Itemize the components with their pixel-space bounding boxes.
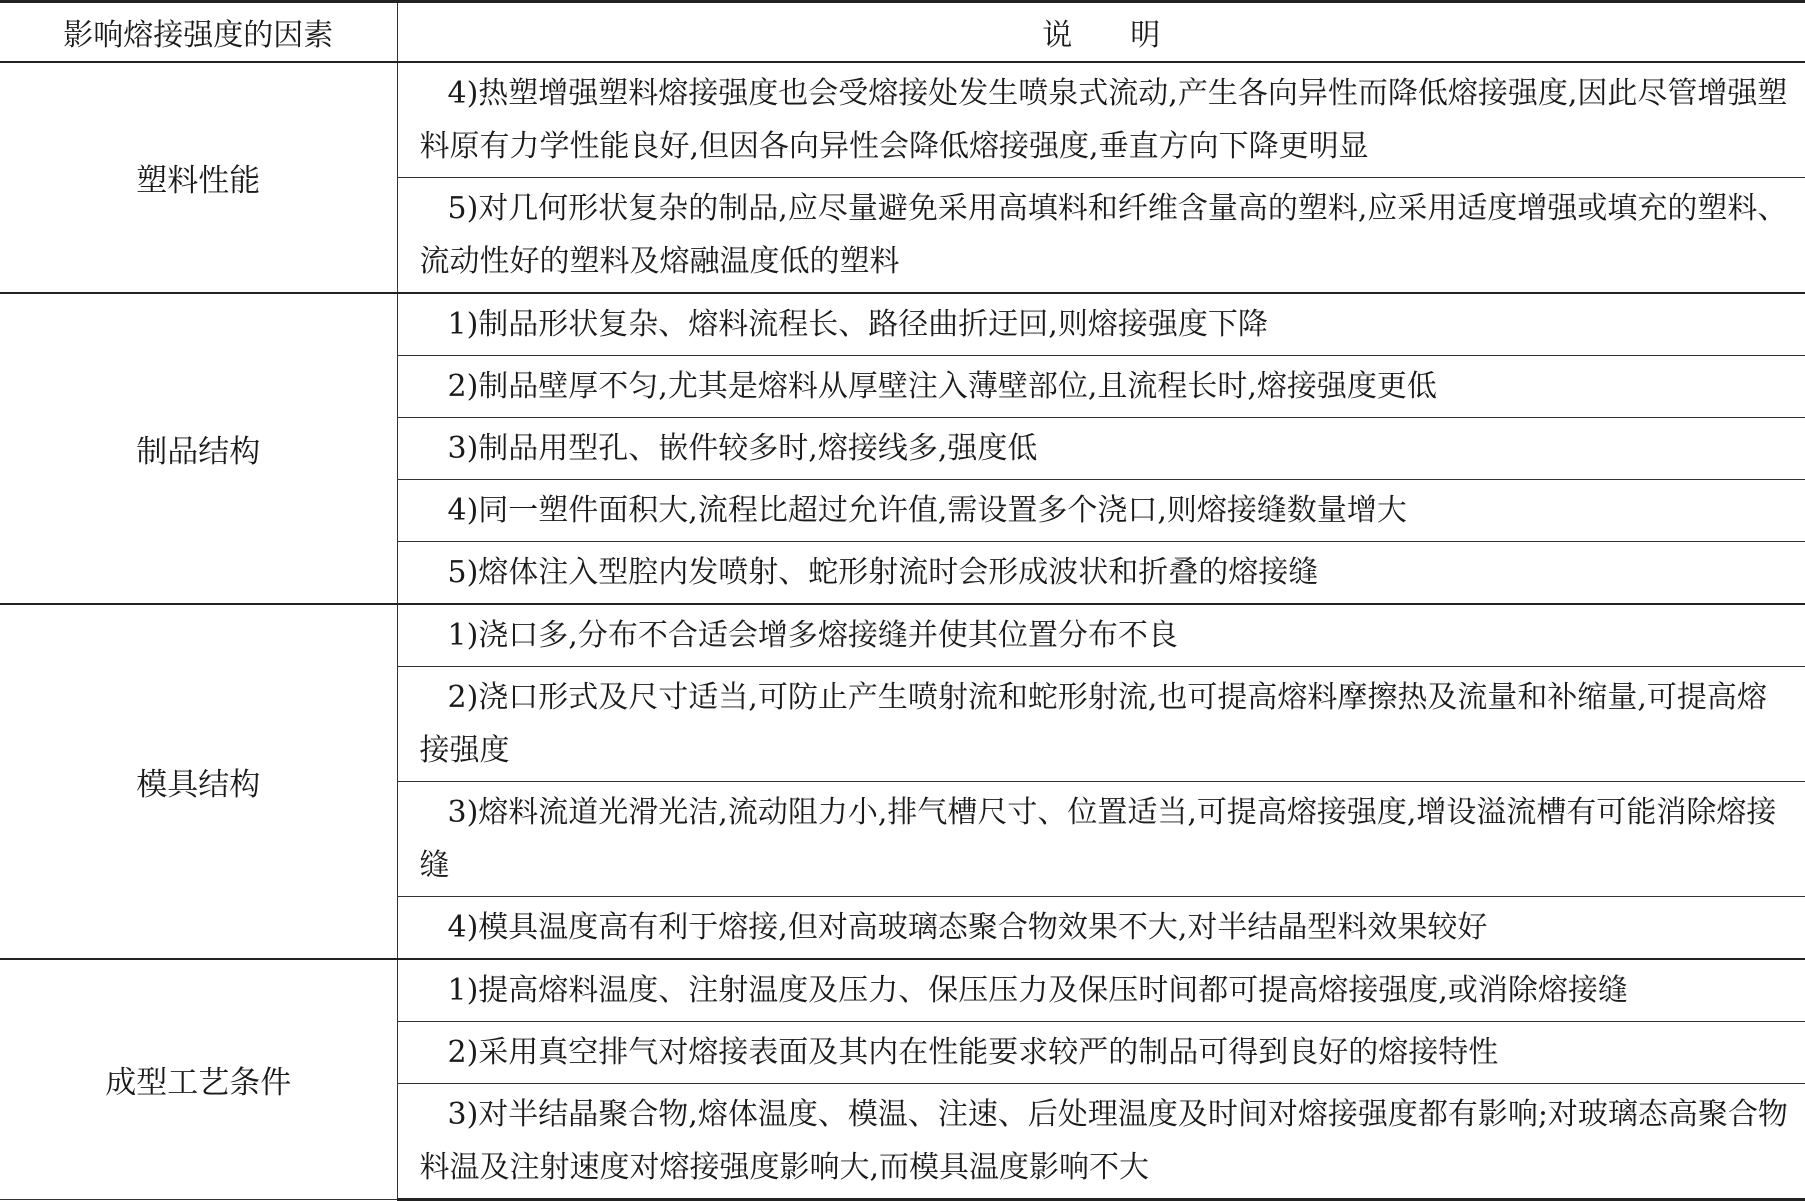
description-cell: 1)提高熔料温度、注射温度及压力、保压压力及保压时间都可提高熔接强度,或消除熔接缝 [397,959,1805,1022]
description-cell: 2)制品壁厚不匀,尤其是熔料从厚壁注入薄壁部位,且流程长时,熔接强度更低 [397,355,1805,417]
description-cell: 3)制品用型孔、嵌件较多时,熔接线多,强度低 [397,417,1805,479]
description-cell: 3)熔料流道光滑光洁,流动阻力小,排气槽尺寸、位置适当,可提高熔接强度,增设溢流槽有可能消除熔接缝 [397,781,1805,896]
factor-cell-molding-process-conditions: 成型工艺条件 [0,959,397,1200]
description-cell: 4)同一塑件面积大,流程比超过允许值,需设置多个浇口,则熔接缝数量增大 [397,479,1805,541]
description-cell: 2)浇口形式及尺寸适当,可防止产生喷射流和蛇形射流,也可提高熔料摩擦热及流量和补缩量,可提高熔接强度 [397,666,1805,781]
description-column-header: 说明 [397,2,1805,62]
table-row [0,959,1805,1022]
factor-cell-plastic-properties: 塑料性能 [0,62,397,293]
description-cell: 4)热塑增强塑料熔接强度也会受熔接处发生喷泉式流动,产生各向异性而降低熔接强度,因此尽管增强塑料原有力学性能良好,但因各向异性会降低熔接强度,垂直方向下降更明显 [397,62,1805,178]
description-cell: 5)熔体注入型腔内发喷射、蛇形射流时会形成波状和折叠的熔接缝 [397,541,1805,604]
description-cell: 3)对半结晶聚合物,熔体温度、模温、注速、后处理温度及时间对熔接强度都有影响;对玻璃态高聚合物料温及注射速度对熔接强度影响大,而模具温度影响不大 [397,1083,1805,1199]
table-row [0,604,1805,667]
description-cell: 1)制品形状复杂、熔料流程长、路径曲折迂回,则熔接强度下降 [397,293,1805,356]
factor-cell-product-structure: 制品结构 [0,293,397,604]
header-row [0,2,1805,62]
factor-cell-mold-structure: 模具结构 [0,604,397,959]
table-row [0,62,1805,178]
description-cell: 5)对几何形状复杂的制品,应尽量避免采用高填料和纤维含量高的塑料,应采用适度增强或填充的塑料、流动性好的塑料及熔融温度低的塑料 [397,177,1805,293]
table-row [0,293,1805,356]
description-cell: 2)采用真空排气对熔接表面及其内在性能要求较严的制品可得到良好的熔接特性 [397,1021,1805,1083]
factor-column-header: 影响熔接强度的因素 [0,2,397,62]
description-cell: 4)模具温度高有利于熔接,但对高玻璃态聚合物效果不大,对半结晶型料效果较好 [397,896,1805,959]
description-cell: 1)浇口多,分布不合适会增多熔接缝并使其位置分布不良 [397,604,1805,667]
